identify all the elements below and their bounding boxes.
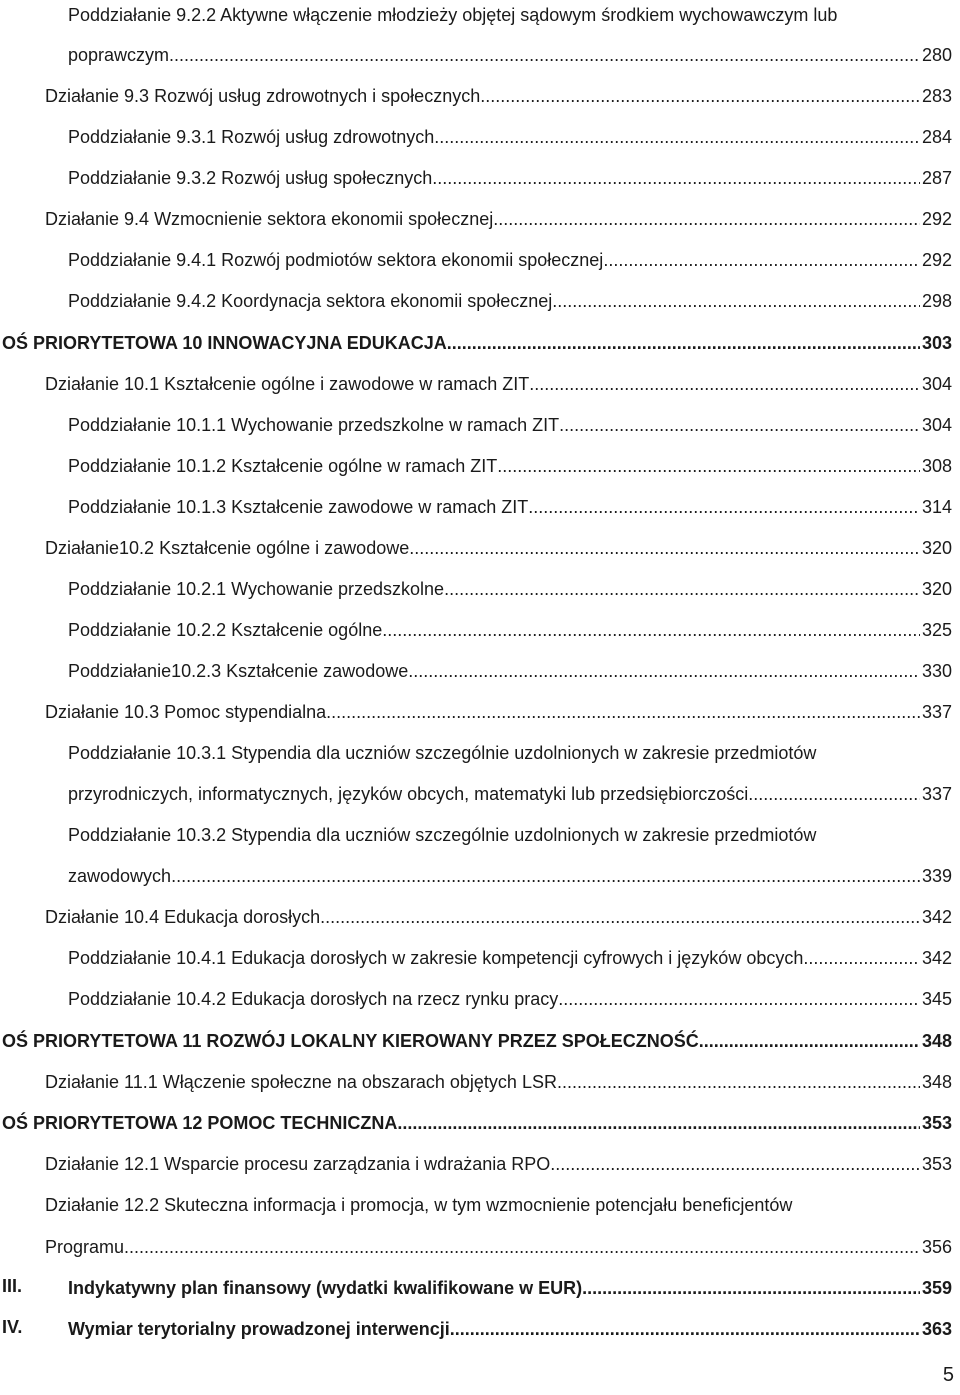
toc-entry-text: Poddziałanie 9.4.1 Rozwój podmiotów sektora ekonomii społecznej xyxy=(68,250,604,270)
dot-leader xyxy=(557,1072,920,1093)
dot-leader xyxy=(558,989,920,1010)
toc-entry-text: OŚ PRIORYTETOWA 11 ROZWÓJ LOKALNY KIEROWANY PRZEZ SPOŁECZNOŚĆ xyxy=(2,1031,699,1051)
toc-entry-10-2-3[interactable] xyxy=(68,656,952,682)
dot-leader xyxy=(493,209,920,230)
toc-entry-text: Poddziałanie 10.1.2 Kształcenie ogólne w ramach ZIT xyxy=(68,456,498,476)
dot-leader xyxy=(550,1154,920,1175)
dot-leader xyxy=(408,661,920,682)
toc-entry-os-11[interactable] xyxy=(2,1026,952,1052)
dot-leader xyxy=(444,579,920,600)
toc-entry-section-iv[interactable] xyxy=(68,1314,952,1340)
toc-entry-9-4[interactable] xyxy=(45,204,952,230)
toc-entry-text: Poddziałanie 10.2.1 Wychowanie przedszkolne xyxy=(68,579,445,599)
dot-leader xyxy=(434,127,920,148)
toc-entry-10-1-1[interactable] xyxy=(68,410,952,436)
toc-entry-text: Poddziałanie 9.3.1 Rozwój usług zdrowotnych xyxy=(68,127,435,147)
dot-leader xyxy=(748,784,920,805)
dot-leader xyxy=(582,1278,920,1299)
toc-page-number: 356 xyxy=(921,1237,952,1257)
toc-page-number: 342 xyxy=(921,948,952,968)
toc-entry-9-2-2-line2[interactable] xyxy=(68,40,952,66)
dot-leader xyxy=(171,866,920,887)
toc-entry-9-4-1[interactable] xyxy=(68,245,952,271)
toc-entry-text: Poddziałanie 10.4.1 Edukacja dorosłych w zakresie kompetencji cyfrowych i języków obcych xyxy=(68,948,804,968)
toc-entry-text: OŚ PRIORYTETOWA 10 INNOWACYJNA EDUKACJA xyxy=(2,333,447,353)
dot-leader xyxy=(480,86,920,107)
dot-leader xyxy=(528,497,920,518)
dot-leader xyxy=(497,456,920,477)
toc-entry-text: poprawczym xyxy=(68,45,170,65)
toc-entry-text: Indykatywny plan finansowy (wydatki kwalifikowane w EUR) xyxy=(68,1278,583,1298)
toc-entry-text: Działanie 10.1 Kształcenie ogólne i zawodowe w ramach ZIT xyxy=(45,374,530,394)
dot-leader xyxy=(326,702,920,723)
toc-page-number: 304 xyxy=(921,415,952,435)
toc-page-number: 320 xyxy=(921,579,952,599)
toc-page-number: 292 xyxy=(921,250,952,270)
toc-entry-text: Poddziałanie 10.3.1 Stypendia dla uczniów szczególnie uzdolnionych w zakresie przedmiotów xyxy=(68,743,817,763)
toc-entry-9-3-1[interactable] xyxy=(68,122,952,148)
toc-entry-9-4-2[interactable] xyxy=(68,286,952,312)
toc-entry-10-3-2-line2[interactable] xyxy=(68,861,952,887)
toc-entry-text: Działanie 12.2 Skuteczna informacja i promocja, w tym wzmocnienie potencjału beneficjentów xyxy=(45,1195,793,1215)
toc-entry-12-2-line2[interactable] xyxy=(45,1232,952,1258)
toc-page-number: 337 xyxy=(921,784,952,804)
toc-entry-text: Poddziałanie 9.3.2 Rozwój usług społecznych xyxy=(68,168,433,188)
dot-leader xyxy=(124,1237,920,1258)
toc-page-number: 359 xyxy=(921,1278,952,1298)
toc-entry-text: OŚ PRIORYTETOWA 12 POMOC TECHNICZNA xyxy=(2,1113,398,1133)
dot-leader xyxy=(382,620,920,641)
dot-leader xyxy=(450,1319,920,1340)
toc-entry-10-4-1[interactable] xyxy=(68,943,952,969)
toc-entry-text: Działanie 9.3 Rozwój usług zdrowotnych i społecznych xyxy=(45,86,481,106)
toc-page-number: 353 xyxy=(921,1154,952,1174)
page-number: 5 xyxy=(942,1364,954,1386)
toc-page-number: 337 xyxy=(921,702,952,722)
toc-entry-section-iii[interactable] xyxy=(68,1273,952,1299)
toc-entry-10-1-2[interactable] xyxy=(68,451,952,477)
toc-entry-10-1[interactable] xyxy=(45,369,952,395)
toc-page-number: 304 xyxy=(921,374,952,394)
toc-page-number: 345 xyxy=(921,989,952,1009)
toc-page-number: 348 xyxy=(921,1031,952,1051)
toc-entry-10-4-2[interactable] xyxy=(68,984,952,1010)
toc-entry-text: przyrodniczych, informatycznych, języków obcych, matematyki lub przedsiębiorczości xyxy=(68,784,749,804)
dot-leader xyxy=(699,1031,920,1052)
toc-page-number: 314 xyxy=(921,497,952,517)
dot-leader xyxy=(320,907,920,928)
toc-entry-11-1[interactable] xyxy=(45,1067,952,1093)
toc-page-number: 284 xyxy=(921,127,952,147)
toc-entry-9-3-2[interactable] xyxy=(68,163,952,189)
toc-page-number: 325 xyxy=(921,620,952,640)
toc-entry-9-3[interactable] xyxy=(45,81,952,107)
toc-page-number: 353 xyxy=(921,1113,952,1133)
toc-entry-text: Poddziałanie 9.2.2 Aktywne włączenie młodzieży objętej sądowym środkiem wychowawczym lub xyxy=(68,5,838,25)
toc-entry-text: Poddziałanie10.2.3 Kształcenie zawodowe xyxy=(68,661,409,681)
toc-page-number: 330 xyxy=(921,661,952,681)
dot-leader xyxy=(803,948,920,969)
toc-page-number: 339 xyxy=(921,866,952,886)
toc-page-number: 280 xyxy=(921,45,952,65)
toc-entry-os-12[interactable] xyxy=(2,1108,952,1134)
toc-entry-os-10[interactable] xyxy=(2,328,952,354)
toc-entry-12-2-line1[interactable] xyxy=(45,1190,952,1216)
toc-entry-text: Poddziałanie 10.1.3 Kształcenie zawodowe w ramach ZIT xyxy=(68,497,529,517)
toc-page-number: 308 xyxy=(921,456,952,476)
toc-entry-10-3-2-line1[interactable] xyxy=(68,820,952,846)
dot-leader xyxy=(409,538,920,559)
toc-entry-text: Działanie 10.4 Edukacja dorosłych xyxy=(45,907,321,927)
section-roman-numeral: IV. xyxy=(2,1317,23,1337)
toc-page-number: 363 xyxy=(921,1319,952,1339)
toc-entry-text: Programu xyxy=(45,1237,125,1257)
toc-page-number: 298 xyxy=(921,291,952,311)
dot-leader xyxy=(559,415,920,436)
toc-page-number: 320 xyxy=(921,538,952,558)
dot-leader xyxy=(529,374,920,395)
toc-page-number: 342 xyxy=(921,907,952,927)
toc-entry-text: Wymiar terytorialny prowadzonej interwencji xyxy=(68,1319,450,1339)
toc-entry-10-2[interactable] xyxy=(45,533,952,559)
toc-entry-text: Poddziałanie 9.4.2 Koordynacja sektora ekonomii społecznej xyxy=(68,291,553,311)
toc-entry-10-2-2[interactable] xyxy=(68,615,952,641)
toc-entry-10-3[interactable] xyxy=(45,697,952,723)
toc-entry-10-2-1[interactable] xyxy=(68,574,952,600)
toc-entry-10-4[interactable] xyxy=(45,902,952,928)
dot-leader xyxy=(447,333,920,354)
toc-entry-9-2-2-line1[interactable] xyxy=(68,0,952,26)
toc-page-number: 287 xyxy=(921,168,952,188)
toc-entry-text: Poddziałanie 10.1.1 Wychowanie przedszkolne w ramach ZIT xyxy=(68,415,560,435)
toc-entry-text: Poddziałanie 10.3.2 Stypendia dla uczniów szczególnie uzdolnionych w zakresie przedmiotów xyxy=(68,825,817,845)
section-roman-numeral: III. xyxy=(2,1276,23,1296)
toc-entry-10-1-3[interactable] xyxy=(68,492,952,518)
toc-entry-text: Poddziałanie 10.2.2 Kształcenie ogólne xyxy=(68,620,383,640)
toc-page-number: 292 xyxy=(921,209,952,229)
toc-entry-text: Działanie 10.3 Pomoc stypendialna xyxy=(45,702,327,722)
toc-entry-text: Poddziałanie 10.4.2 Edukacja dorosłych na rzecz rynku pracy xyxy=(68,989,559,1009)
toc-entry-text: Działanie 11.1 Włączenie społeczne na obszarach objętych LSR xyxy=(45,1072,557,1092)
toc-entry-10-3-1-line1[interactable] xyxy=(68,738,952,764)
toc-entry-10-3-1-line2[interactable] xyxy=(68,779,952,805)
dot-leader xyxy=(552,291,920,312)
toc-entry-text: Działanie 9.4 Wzmocnienie sektora ekonomii społecznej xyxy=(45,209,494,229)
dot-leader xyxy=(397,1113,920,1134)
toc-entry-text: Działanie 12.1 Wsparcie procesu zarządzania i wdrażania RPO xyxy=(45,1154,551,1174)
toc-page-number: 348 xyxy=(921,1072,952,1092)
toc-entry-text: Działanie10.2 Kształcenie ogólne i zawodowe xyxy=(45,538,410,558)
dot-leader xyxy=(603,250,920,271)
dot-leader xyxy=(169,45,920,66)
toc-entry-12-1[interactable] xyxy=(45,1149,952,1175)
toc-page-number: 303 xyxy=(921,333,952,353)
toc-page-number: 283 xyxy=(921,86,952,106)
toc-entry-text: zawodowych xyxy=(68,866,172,886)
dot-leader xyxy=(432,168,920,189)
